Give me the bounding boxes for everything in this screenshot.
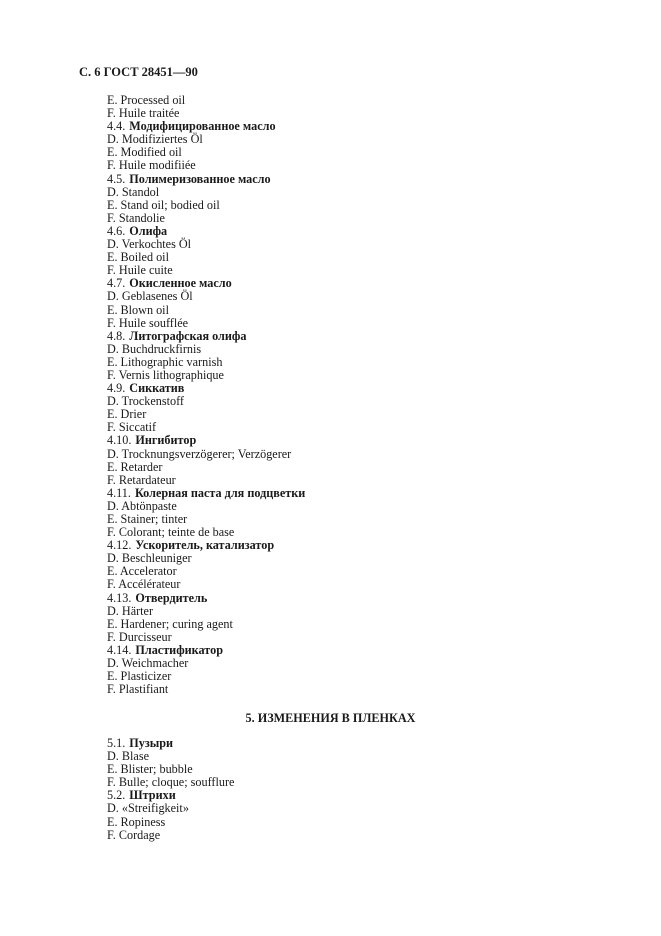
term-entry-4-13 [107,592,587,605]
term-number: 4.5. [107,171,126,186]
lang-line: E. Accelerator [107,564,177,579]
term-title: Пузыри [129,736,174,750]
lang-line: F. Colorant; teinte de base [107,525,235,540]
term-number: 4.12. [107,538,132,553]
term-number: 5.1. [107,736,126,750]
lang-line: D. Abtönpaste [107,498,177,513]
term-number: 4.10. [107,433,132,448]
lang-line: E. Blown oil [107,302,169,317]
term-entry-4-11 [107,487,587,500]
lang-line: D. Verkochtes Öl [107,237,192,252]
lang-line: F. Bulle; cloque; soufflure [107,775,235,790]
term-title: Отвердитель [135,590,208,605]
lang-line: E. Processed oil [107,93,186,107]
term-number: 4.13. [107,590,132,605]
term-entry-4-5 [107,173,587,186]
lang-line: F. Standolie [107,210,165,225]
term-list-section-4 [107,94,587,696]
lang-line: F. Accélérateur [107,577,181,592]
term-title: Окисленное масло [129,276,232,291]
term-title: Олифа [129,223,168,238]
lang-line: D. Standol [107,184,160,199]
lang-line: F. Huile cuite [107,263,173,278]
lang-line: E. Stainer; tinter [107,512,188,526]
lang-line: F. Durcisseur [107,629,172,644]
term-list-section-5 [107,737,587,842]
lang-line: E. Blister; bubble [107,762,193,777]
term-title: Пластификатор [135,642,223,657]
term-number: 4.7. [107,276,126,291]
term-number: 4.6. [107,223,126,238]
lang-line: F. Plastifiant [107,682,169,697]
lang-line: E. Boiled oil [107,250,169,265]
term-title: Модифицированное масло [129,119,276,134]
term-number: 4.4. [107,119,126,134]
lang-line: F. Siccatif [107,420,157,435]
lang-line: D. Buchdruckfirnis [107,341,202,356]
lang-line: D. Härter [107,603,154,618]
term-title: Штрихи [129,788,176,803]
lang-line: E. Plasticizer [107,669,172,684]
lang-line: D. Beschleuniger [107,551,192,566]
lang-line: D. Weichmacher [107,656,189,671]
lang-line: F. Vernis lithographique [107,367,224,382]
lang-line: E. Lithographic varnish [107,354,223,369]
lang-line: F. Huile modifiiée [107,158,196,173]
lang-line: D. Geblasenes Öl [107,289,193,304]
term-title: Литографская олифа [129,328,247,343]
term-number: 4.14. [107,642,132,657]
lang-line: F. Cordage [107,827,161,842]
term-entry-4-8 [107,330,587,343]
term-title: Сиккатив [129,381,185,396]
lang-line: D. «Streifigkeit» [107,801,189,816]
term-title: Ускоритель, катализатор [135,538,275,553]
term-entry-5-1 [107,737,587,750]
term-title: Ингибитор [135,433,197,448]
lang-line: E. Retarder [107,459,163,474]
lang-line: F. Retardateur [107,472,176,487]
term-title: Полимеризованное масло [129,171,271,186]
term-number: 5.2. [107,788,126,803]
term-number: 4.9. [107,381,126,396]
lang-line: F. Huile soufflée [107,315,189,330]
lang-line: D. Modifiziertes Öl [107,132,203,147]
lang-line: E. Hardener; curing agent [107,616,233,631]
lang-line: D. Trocknungsverzögerer; Verzögerer [107,446,292,461]
lang-line: D. Trockenstoff [107,394,184,409]
lang-line: E. Drier [107,407,147,422]
lang-line: F. Huile traitée [107,106,180,121]
term-number: 4.11. [107,485,131,500]
lang-line: E. Stand oil; bodied oil [107,197,220,212]
lang-line: E. Modified oil [107,145,182,160]
section-heading: 5. ИЗМЕНЕНИЯ В ПЛЕНКАХ [245,711,416,725]
lang-line: D. Blase [107,749,149,764]
lang-line: E. Ropiness [107,814,166,829]
term-entry-4-10 [107,434,587,447]
term-title: Колерная паста для подцветки [134,485,306,500]
term-number: 4.8. [107,328,126,343]
page-header: С. 6 ГОСТ 28451—90 [79,65,198,79]
